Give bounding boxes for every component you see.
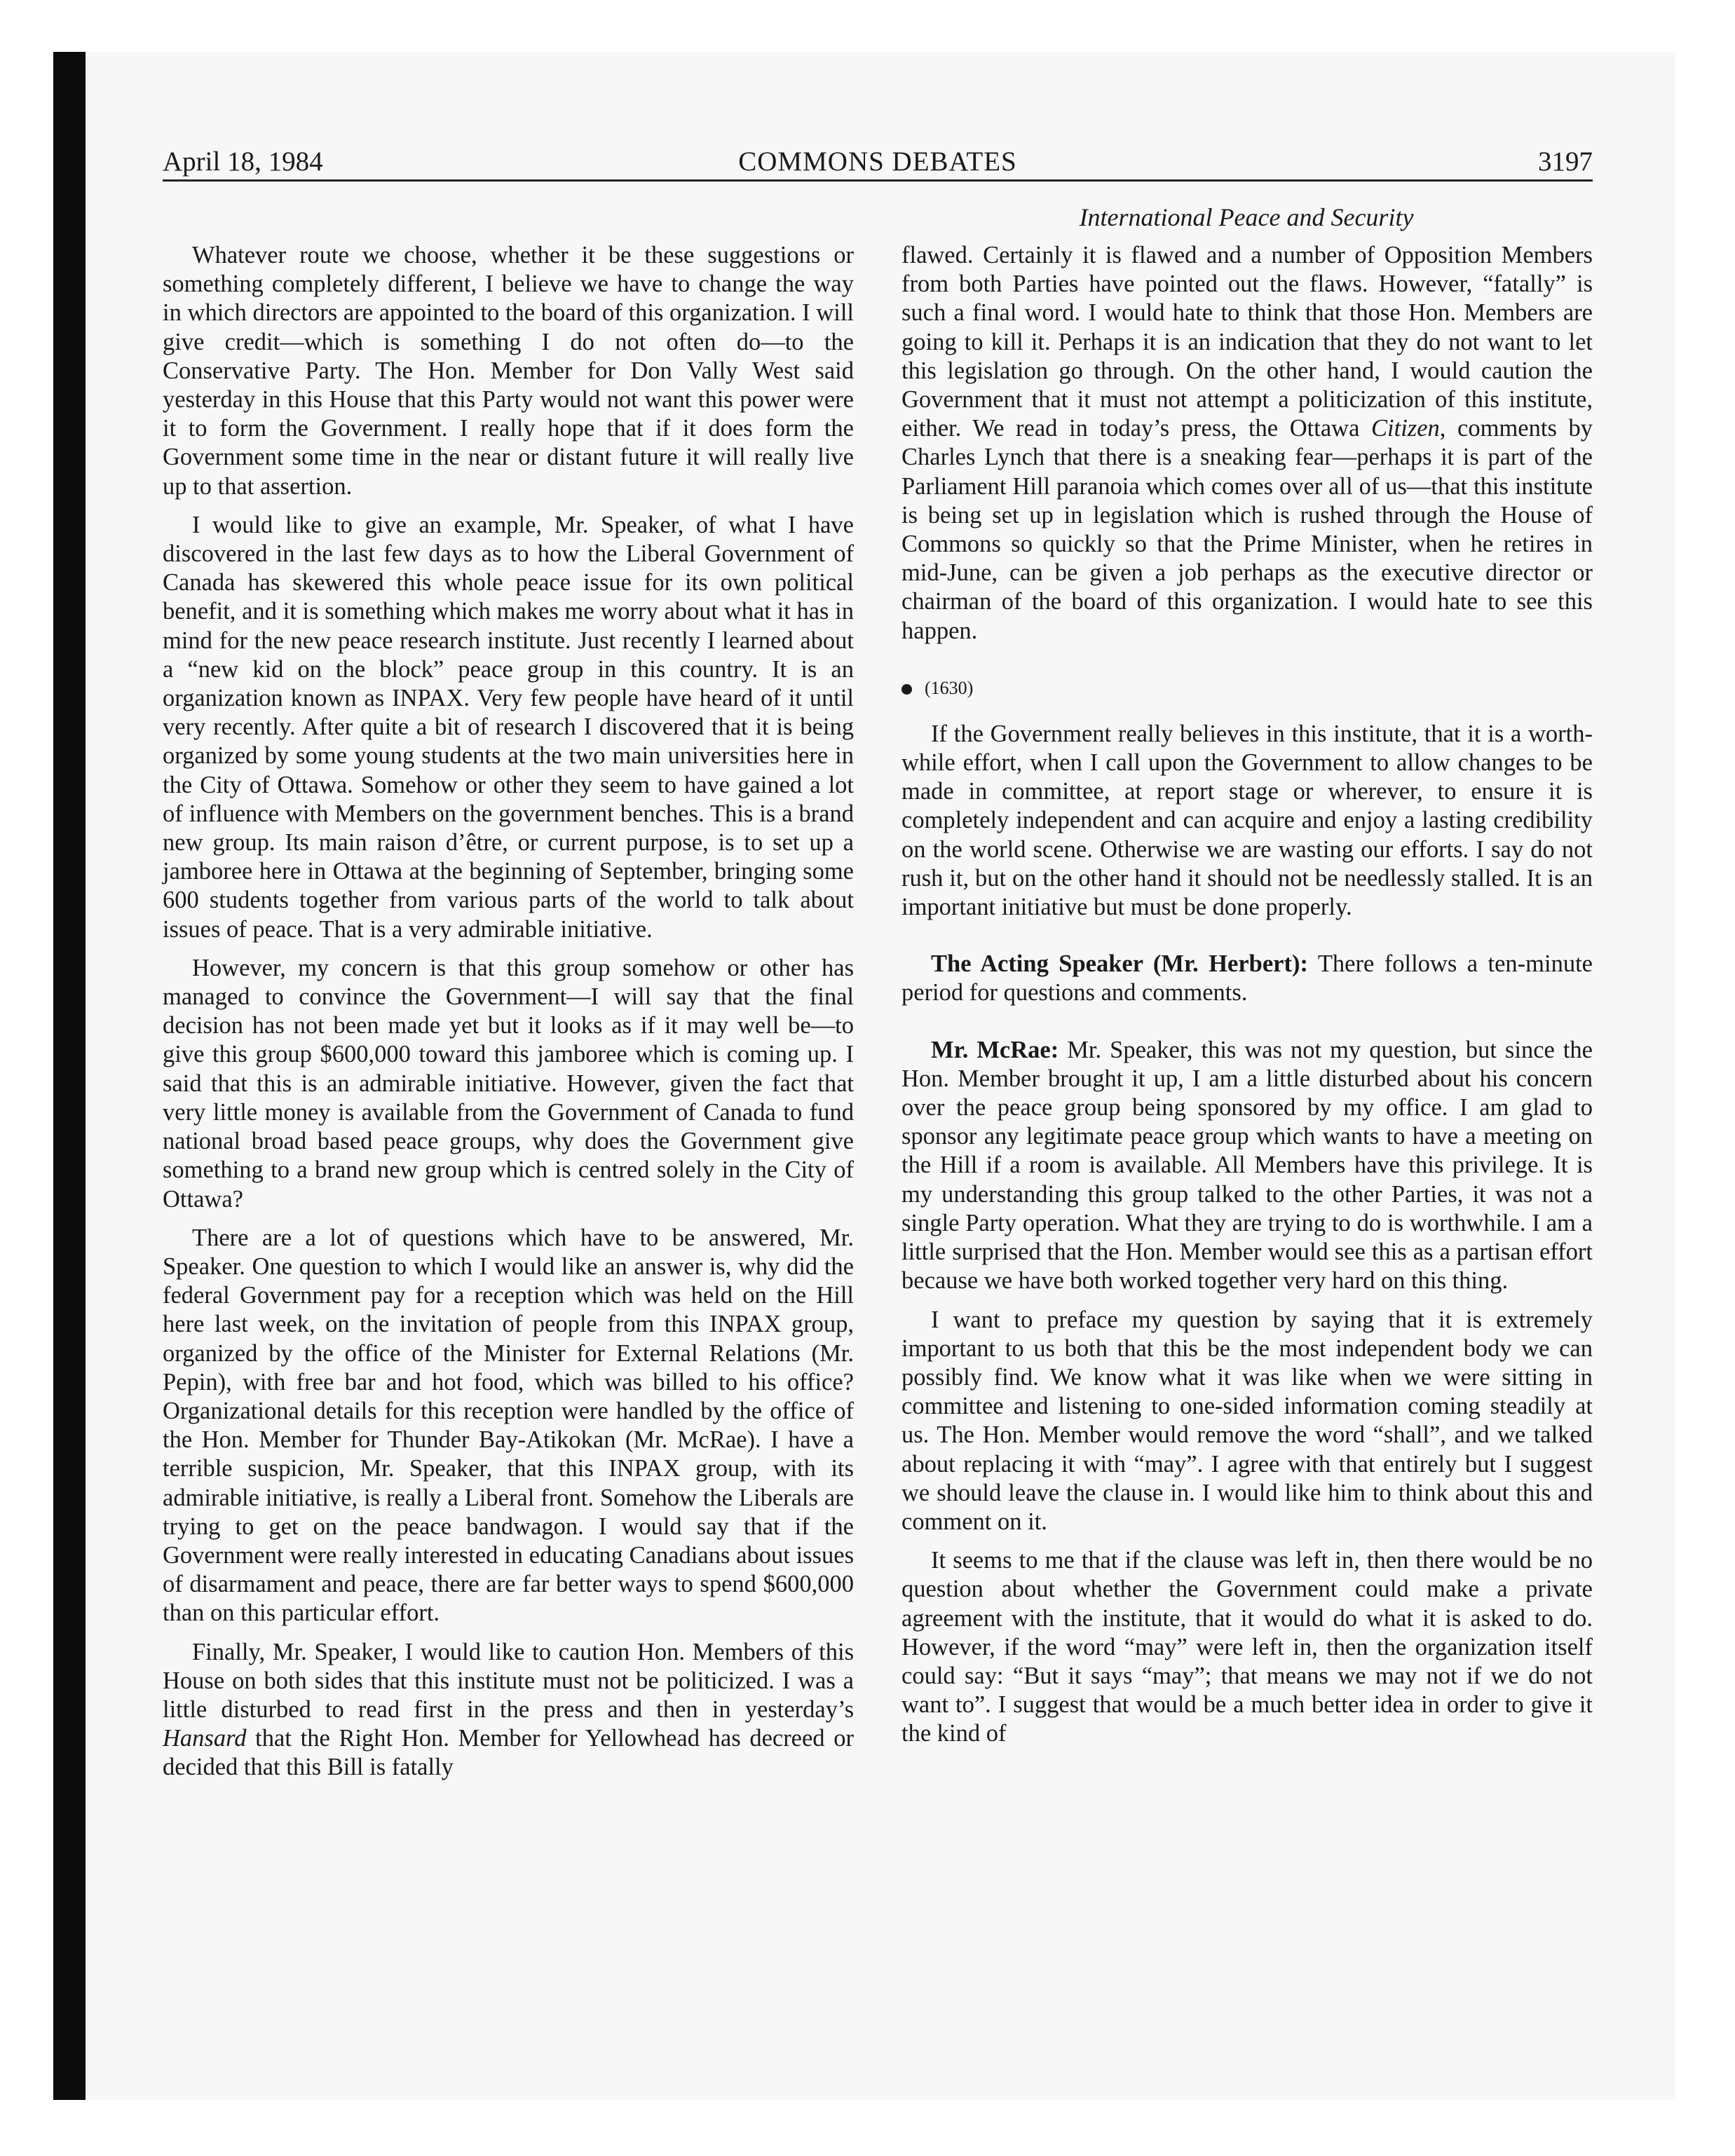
left-paragraph-5 <box>163 1638 854 1782</box>
header-date: April 18, 1984 <box>163 146 323 177</box>
time-marker <box>901 674 1593 703</box>
speaker-acting-speaker: The Acting Speaker (Mr. Herbert): <box>931 950 1308 978</box>
left-column <box>163 241 854 1782</box>
right-paragraph-3 <box>901 950 1593 1007</box>
right-paragraph-5: I want to preface my question by saying that it is extremely important to us both that this be the most independent body we can possibly find. We know what it was like when we were sitting in committee and listening to one-sided information coming steadily at us. The Hon. Member would remove the word “shall”, and we talked about replacing it with “may”. I agree with that entirely but I suggest we should leave the clause in. I would like him to think about this and comment on it. <box>901 1306 1593 1535</box>
left-paragraph-4: There are a lot of questions which have to be answered, Mr. Speaker. One question to which I would like an answer is, why did the federal Government pay for a reception which was held on the Hill here last week, on the invitation of people from this INPAX group, organized by the office of the Minister for External Relations (Mr. Pepin), with free bar and hot food, which was billed to his office? Organizational details for this reception were handled by the office of the Hon. Member for Thunder Bay-Atikokan (Mr. McRae). I have a terrible suspicion, Mr. Speaker, that this INPAX group, with its admirable initiative, is really a Liberal front. Somehow the Liberals are trying to get on the peace bandwagon. I would say that if the Government were really interested in educating Canadians about issues of disarmament and peace, there are far better ways to spend $600,000 than on this particular effort. <box>163 1224 854 1627</box>
right-paragraph-2: If the Government really believes in this institute, that it is a worth-while effort, when I call upon the Government to allow changes to be made in committee, at report stage or wherever, to ensure it is completely independent and can acquire and enjoy a lasting credibility on the world scene. Otherwise we are wasting our efforts. I say do not rush it, but on the other hand it should not be needlessly stalled. It is an important initiative but must be done properly. <box>901 720 1593 921</box>
left-p5-text-a: Finally, Mr. Speaker, I would like to caution Hon. Members of this House on both sides that this institute must not be politicized. I was a little disturbed to read first in the press and then in yesterday’s <box>163 1638 854 1723</box>
right-paragraph-1 <box>901 241 1593 646</box>
right-p1-italic-citizen: Citizen <box>1371 415 1440 442</box>
left-paragraph-3: However, my concern is that this group somehow or other has managed to convince the Government—I will say that the final decision has not been made yet but it looks as if it may well be—to give this group $600,000 toward this jamboree which is coming up. I said that this is an admirable initiative. However, given the fact that very little money is available from the Government of Canada to fund national broad based peace groups, why does the Government give something to a brand new group which is centred solely in the City of Ottawa? <box>163 954 854 1213</box>
left-p5-text-b: that the Right Hon. Member for Yellowhead has decreed or decided that this Bill is fatally <box>163 1725 854 1781</box>
bullet-dot-icon <box>901 684 912 695</box>
right-paragraph-4 <box>901 1036 1593 1296</box>
section-title: International Peace and Security <box>1079 203 1414 231</box>
right-p4-text: Mr. Speaker, this was not my question, but since the Hon. Member brought it up, I am a little disturbed about his concern over the peace group being sponsored by my office. I am glad to sponsor any legitimate peace group which wants to have a meeting on the Hill if a room is available. All Members have this privilege. It is my understanding this group talked to the other Parties, it was not a single Party operation. What they are trying to do is worthwhile. I am a little surprised that the Hon. Member would see this as a partisan effort because we have both worked together very hard on this thing. <box>901 1036 1593 1295</box>
right-p1-text-b: , comments by Charles Lynch that there is a sneaking fear—perhaps it is part of the Parliament Hill paranoia which comes over all of us—that this institute is being set up in legislation which is rushed through the House of Commons so quickly so that the Prime Minister, when he retires in mid-June, can be given a job perhaps as the executive director or chairman of the board of this organization. I would hate to see this happen. <box>901 415 1593 644</box>
left-paragraph-1: Whatever route we choose, whether it be these suggestions or something completely different, I believe we have to change the way in which directors are appointed to the board of this organization. I will give credit—which is something I do not often do—to the Conservative Party. The Hon. Member for Don Vally West said yesterday in this House that this Party would not want this power were it to form the Government. I really hope that if it does form the Government some time in the near or distant future it will really live up to that assertion. <box>163 242 854 500</box>
page-header <box>163 144 1593 179</box>
right-column <box>901 241 1593 1749</box>
header-page-number: 3197 <box>1538 146 1593 177</box>
scan-edge-bar <box>53 52 86 2100</box>
right-p3-text: There follows a ten-minute period for questions and comments. <box>901 950 1593 1007</box>
header-rule <box>163 179 1593 182</box>
time-marker-text: (1630) <box>925 677 974 698</box>
header-title: COMMONS DEBATES <box>738 146 1017 177</box>
left-paragraph-2: I would like to give an example, Mr. Speaker, of what I have discovered in the last few days as to how the Liberal Government of Canada has skewered this whole peace issue for its own political benefit, and it is something which makes me worry about what it has in mind for the new peace research institute. Just recently I learned about a “new kid on the block” peace group in this country. It is an organization known as INPAX. Very few people have heard of it until very recently. After quite a bit of research I discovered that it is being organized by some young students at the two main universities here in the City of Ottawa. Somehow or other they seem to have gained a lot of influence with Members on the government benches. This is a brand new group. Its main raison d’être, or current purpose, is to set up a jamboree here in Ottawa at the beginning of September, bringing some 600 students together from various parts of the world to talk about issues of peace. That is a very admirable initiative. <box>163 511 854 943</box>
right-paragraph-6: It seems to me that if the clause was left in, then there would be no question about whether the Government could make a private agreement with the institute, that it would do what it is asked to do. However, if the word “may” were left in, then the organization itself could say: “But it says “may”; that means we may not if we do not want to”. I suggest that would be a much better idea in order to give it the kind of <box>901 1547 1593 1747</box>
left-p5-italic-hansard: Hansard <box>163 1725 247 1752</box>
right-p1-text-a: flawed. Certainly it is flawed and a number of Opposition Members from both Parties have pointed out the flaws. However, “fatally” is such a final word. I would hate to think that those Hon. Members are going to kill it. Perhaps it is an indication that they do not want to let this legislation go through. On the other hand, I would caution the Government that it must not attempt a politicization of this institute, either. We read in today’s press, the Ottawa <box>901 242 1593 442</box>
speaker-mcrae: Mr. McRae: <box>931 1036 1059 1063</box>
